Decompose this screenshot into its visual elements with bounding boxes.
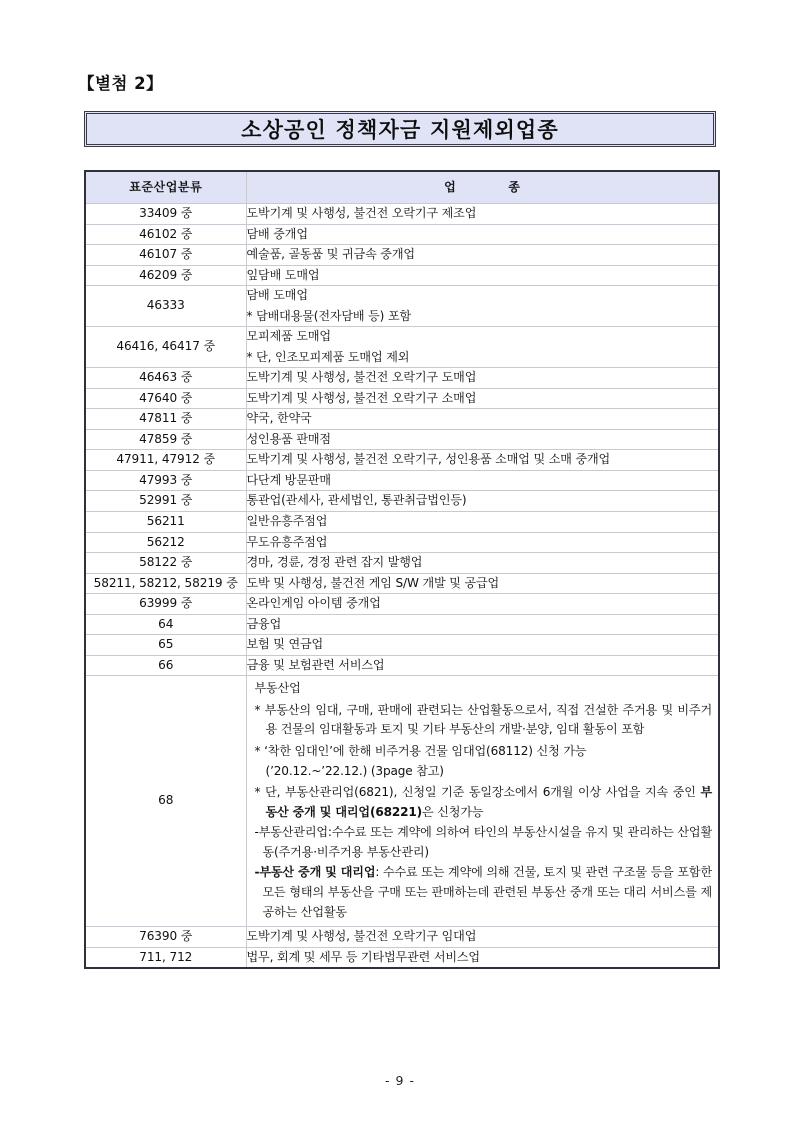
cell-industry-code: 711, 712: [85, 947, 246, 968]
column-header-kind-right: 종: [508, 179, 521, 194]
industry-kind-line: 보험 및 연금업: [246, 637, 324, 652]
industry-kind-line: 법무, 회계 및 세무 등 기타법무관련 서비스업: [246, 949, 480, 964]
table-row: [85, 245, 719, 266]
cell-industry-kind: [246, 635, 719, 656]
industry-kind-line: 예술품, 골동품 및 귀금속 중개업: [246, 247, 415, 262]
cell-industry-code: 58211, 58212, 58219 중: [85, 573, 246, 594]
cell-industry-code: 76390 중: [85, 927, 246, 948]
cell-industry-code: 56211: [85, 511, 246, 532]
cell-industry-kind: [246, 265, 719, 286]
table-row: [85, 491, 719, 512]
industry-kind-line: 도박기계 및 사행성, 불건전 오락기구 임대업: [246, 929, 477, 944]
real-estate-note-3-post: 은 신청가능: [422, 804, 484, 819]
table-row: [85, 655, 719, 676]
cell-industry-code: 58122 중: [85, 553, 246, 574]
cell-industry-kind: [246, 245, 719, 266]
cell-industry-code: 47993 중: [85, 470, 246, 491]
table-row: [85, 573, 719, 594]
cell-industry-code: 46333: [85, 286, 246, 327]
real-estate-note-2b: (’20.12.~’22.12.) (3page 참고): [265, 763, 444, 778]
real-estate-note-2a: * ‘착한 임대인’에 한해 비주거용 건물 임대업(68112) 신청 가능: [254, 743, 587, 758]
industry-kind-line: 다단계 방문판매: [246, 472, 331, 487]
industry-kind-line: 도박기계 및 사행성, 불건전 오락기구 소매업: [246, 390, 477, 405]
table-row: [85, 927, 719, 948]
table-row: [85, 265, 719, 286]
column-header-code: 표준산업분류: [85, 171, 246, 204]
document-title-box: [84, 111, 716, 147]
table-row: [85, 368, 719, 389]
industry-kind-line: * 단, 인조모피제품 도매업 제외: [246, 349, 410, 364]
table-row: [85, 511, 719, 532]
cell-industry-kind: [246, 368, 719, 389]
page-title: 소상공인 정책자금 지원제외업종: [241, 118, 559, 142]
industry-kind-line: 약국, 한약국: [246, 411, 312, 426]
industry-kind-line: * 담배대용물(전자담배 등) 포함: [246, 308, 412, 323]
industry-kind-line: 잎담배 도매업: [246, 267, 320, 282]
cell-industry-code: 63999 중: [85, 594, 246, 615]
cell-industry-kind: [246, 532, 719, 553]
cell-industry-kind: [246, 409, 719, 430]
table-row: [85, 614, 719, 635]
column-header-kind-left: 업: [444, 179, 457, 194]
industry-kind-line: 담배 중개업: [246, 226, 308, 241]
table-row: [85, 947, 719, 968]
table-row: [85, 286, 719, 327]
cell-industry-kind: [246, 511, 719, 532]
real-estate-note-3-bold: 부동산 중개 및 대리업(68221): [265, 785, 712, 819]
cell-industry-code: 56212: [85, 532, 246, 553]
industry-kind-line: 온라인게임 아이템 중개업: [246, 596, 381, 611]
table-row: [85, 450, 719, 471]
cell-industry-kind: [246, 491, 719, 512]
table-row: [85, 635, 719, 656]
real-estate-note-1: * 부동산의 임대, 구매, 판매에 관련되는 산업활동으로서, 직접 건설한 주거용 및 비주거용 건물의 임대활동과 토지 및 기타 부동산의 개발·분양, 임대 활동이 포함: [254, 702, 712, 737]
page-number: - 9 -: [385, 1073, 415, 1088]
cell-industry-code: 47640 중: [85, 388, 246, 409]
industry-kind-line: 금융 및 보험관련 서비스업: [246, 657, 385, 672]
excluded-industries-table: [84, 170, 720, 969]
cell-industry-code: 46463 중: [85, 368, 246, 389]
industry-kind-line: 도박기계 및 사행성, 불건전 오락기구 제조업: [246, 206, 477, 220]
industry-kind-line: 경마, 경륜, 경정 관련 잡지 발행업: [246, 555, 423, 570]
cell-industry-kind: [246, 614, 719, 635]
cell-industry-kind-real-estate: [246, 676, 719, 927]
industry-kind-line: 무도유흥주점업: [246, 534, 328, 549]
table-row: [85, 470, 719, 491]
table-row-real-estate: [85, 676, 719, 927]
real-estate-dash-2: [255, 863, 713, 922]
attachment-label: 【별첨 2】: [78, 74, 164, 93]
cell-industry-code: 46416, 46417 중: [85, 327, 246, 368]
industry-kind-line: 도박 및 사행성, 불건전 게임 S/W 개발 및 공급업: [246, 575, 500, 590]
table-header: [85, 171, 719, 204]
industry-kind-line: 도박기계 및 사행성, 불건전 오락기구, 성인용품 소매업 및 소매 중개업: [246, 452, 611, 467]
real-estate-dash-2-bold: -부동산 중개 및 대리업: [254, 865, 376, 880]
cell-industry-kind: [246, 327, 719, 368]
cell-industry-code: 65: [85, 635, 246, 656]
cell-industry-kind: [246, 927, 719, 948]
real-estate-note-3: [255, 783, 713, 822]
table-header-row: [85, 171, 719, 204]
cell-industry-kind: [246, 947, 719, 968]
excluded-industries-table-wrap: [84, 170, 718, 969]
column-header-kind: [246, 171, 719, 204]
table-row: [85, 327, 719, 368]
cell-industry-code: 46209 중: [85, 265, 246, 286]
cell-industry-kind: [246, 450, 719, 471]
real-estate-dash-1: -부동산관리업:수수료 또는 계약에 의하여 타인의 부동산시설을 유지 및 관리하는 산업활동(주거용·비주거용 부동산관리): [254, 825, 712, 859]
cell-industry-code: 47811 중: [85, 409, 246, 430]
cell-industry-kind: [246, 553, 719, 574]
cell-industry-code: 46102 중: [85, 224, 246, 245]
table-row: [85, 429, 719, 450]
cell-industry-code: 64: [85, 614, 246, 635]
table-row: [85, 388, 719, 409]
industry-kind-line: 도박기계 및 사행성, 불건전 오락기구 도매업: [246, 370, 477, 385]
cell-industry-code: 68: [85, 676, 246, 927]
cell-industry-code: 33409 중: [85, 204, 246, 225]
cell-industry-kind: [246, 224, 719, 245]
cell-industry-kind: [246, 655, 719, 676]
table-row: [85, 553, 719, 574]
industry-kind-line: 금융업: [246, 616, 282, 631]
table-row: [85, 532, 719, 553]
cell-industry-kind: [246, 286, 719, 327]
industry-kind-line: 성인용품 판매점: [246, 431, 331, 446]
industry-kind-line: 모피제품 도매업: [246, 329, 331, 344]
cell-industry-kind: [246, 573, 719, 594]
cell-industry-code: 46107 중: [85, 245, 246, 266]
industry-kind-line: 일반유흥주점업: [246, 513, 328, 528]
cell-industry-kind: [246, 470, 719, 491]
table-row: [85, 594, 719, 615]
table-row: [85, 204, 719, 225]
cell-industry-kind: [246, 429, 719, 450]
table-body: [85, 204, 719, 969]
cell-industry-kind: [246, 388, 719, 409]
cell-industry-code: 47911, 47912 중: [85, 450, 246, 471]
industry-kind-line: 담배 도매업: [246, 288, 308, 303]
cell-industry-code: 52991 중: [85, 491, 246, 512]
cell-industry-kind: [246, 204, 719, 225]
table-row: [85, 224, 719, 245]
industry-kind-line: 통관업(관세사, 관세법인, 통관취급법인등): [246, 493, 467, 508]
real-estate-heading: 부동산업: [254, 681, 301, 696]
table-row: [85, 409, 719, 430]
cell-industry-kind: [246, 594, 719, 615]
real-estate-note-3-pre: * 단, 부동산관리업(6821), 신청일 기준 동일장소에서 6개월 이상 사업을 지속 중인: [254, 785, 701, 800]
real-estate-dash-2-rest: : 수수료 또는 계약에 의해 건물, 토지 및 관련 구조물 등을 포함한 모든 형태의 부동산을 구매 또는 판매하는데 관련된 부동산 중개 또는 대리 서비스를 제공하는 산업활동: [262, 865, 712, 919]
cell-industry-code: 47859 중: [85, 429, 246, 450]
cell-industry-code: 66: [85, 655, 246, 676]
